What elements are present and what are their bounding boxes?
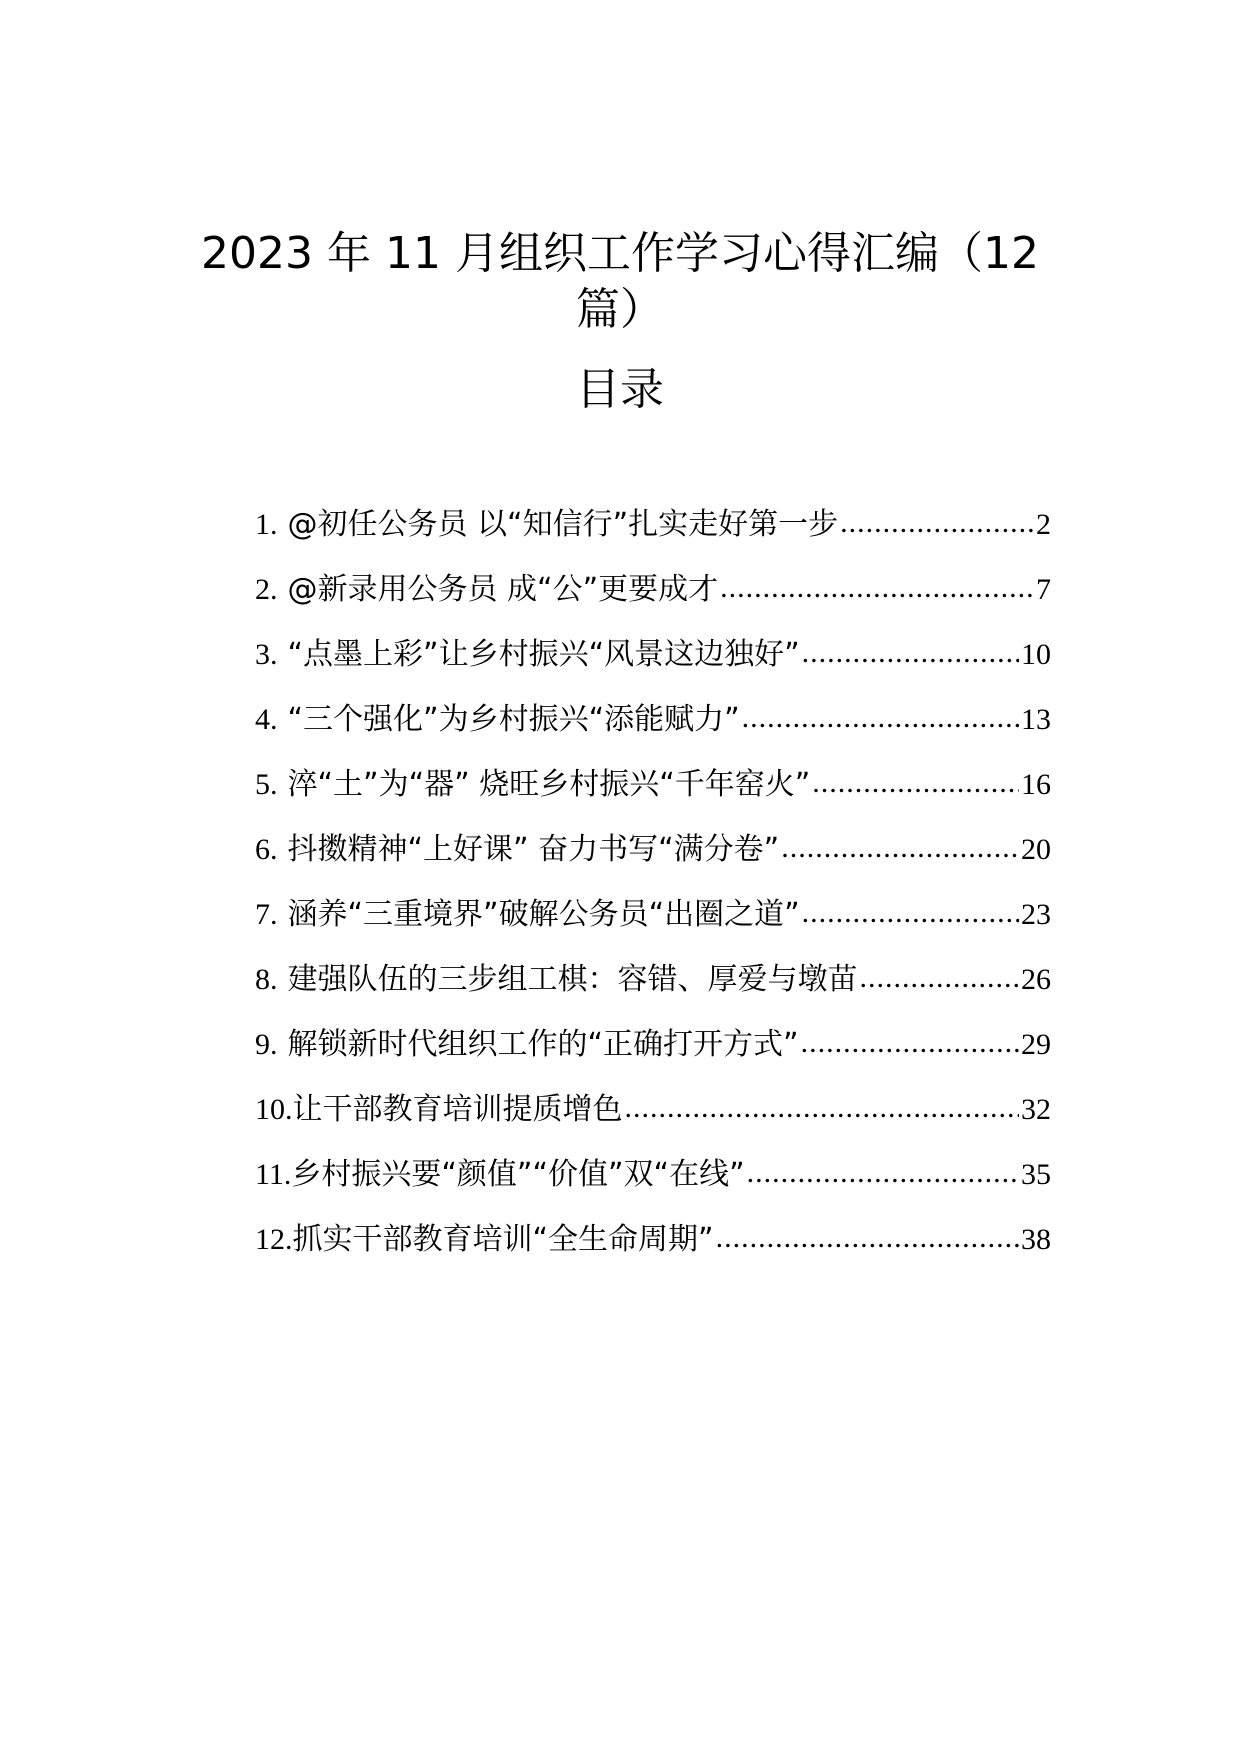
table-of-contents [255,492,1051,1272]
toc-entry-number: 12. [255,1222,293,1256]
toc-dot-leader [860,958,1020,998]
toc-entry-title: 乡村振兴要“颜值”“价值”双“在线” [291,1156,745,1192]
toc-entry-number: 1. [255,507,278,541]
toc-entry-page: 2 [1036,507,1051,541]
document-title-line-1: 2023 年 11 月组织工作学习心得汇编（12 [201,228,1039,279]
toc-entry[interactable] [255,1207,1051,1272]
toc-entry-number: 5. [255,767,278,801]
toc-entry-number: 4. [255,702,278,736]
toc-entry[interactable] [255,622,1051,687]
toc-entry-number: 11. [255,1157,292,1191]
toc-entry-title: 解锁新时代组织工作的“正确打开方式” [287,1026,799,1062]
toc-entry-page: 20 [1021,832,1051,866]
toc-dot-leader [747,1153,1019,1193]
toc-dot-leader [716,1218,1019,1258]
toc-entry-title: “三个强化”为乡村振兴“添能赋力” [287,701,740,737]
toc-entry-number: 7. [255,897,278,931]
toc-entry-title: “点墨上彩”让乡村振兴“风景这边独好” [287,636,800,672]
toc-entry-title: 涵养“三重境界”破解公务员“出圈之道” [287,896,800,932]
toc-entry-page: 23 [1021,897,1051,931]
toc-entry[interactable] [255,947,1051,1012]
toc-entry[interactable] [255,1142,1051,1207]
toc-entry[interactable] [255,687,1051,752]
toc-dot-leader [802,893,1019,933]
toc-dot-leader [802,633,1019,673]
toc-entry-title: 抓实干部教育培训“全生命周期” [292,1221,714,1257]
toc-entry-page: 38 [1021,1222,1051,1256]
toc-entry-page: 29 [1021,1027,1051,1061]
document-title-line-2: 篇） [576,284,664,335]
toc-entry-page: 16 [1021,767,1051,801]
toc-dot-leader [840,503,1034,543]
toc-entry-page: 32 [1021,1092,1051,1126]
toc-dot-leader [812,763,1019,803]
toc-entry-page: 13 [1021,702,1051,736]
toc-entry-page: 7 [1036,572,1051,606]
toc-dot-leader [801,1023,1019,1063]
toc-entry[interactable] [255,1077,1051,1142]
toc-entry-title: 淬“土”为“器” 烧旺乡村振兴“千年窑火” [287,766,811,802]
toc-entry-number: 6. [255,832,278,866]
toc-entry[interactable] [255,882,1051,947]
toc-entry-number: 10. [255,1092,293,1126]
toc-entry-title: 抖擞精神“上好课” 奋力书写“满分卷” [287,831,780,867]
toc-entry[interactable] [255,557,1051,622]
toc-entry-page: 35 [1021,1157,1051,1191]
toc-entry-page: 10 [1021,637,1051,671]
toc-entry[interactable] [255,817,1051,882]
toc-entry-number: 2. [255,572,278,606]
toc-entry-page: 26 [1021,962,1051,996]
toc-entry-title: 让干部教育培训提质增色 [292,1091,623,1127]
toc-heading: 目录 [576,364,664,415]
toc-entry-number: 9. [255,1027,278,1061]
toc-entry-title: @新录用公务员 成“公”更要成才 [287,571,719,607]
toc-entry-title: @初任公务员 以“知信行”扎实走好第一步 [287,506,839,542]
toc-entry[interactable] [255,752,1051,817]
toc-dot-leader [720,568,1034,608]
toc-entry[interactable] [255,492,1051,557]
toc-entry-title: 建强队伍的三步组工棋：容错、厚爱与墩苗 [287,961,858,997]
toc-dot-leader [781,828,1019,868]
toc-dot-leader [625,1088,1020,1128]
toc-entry[interactable] [255,1012,1051,1077]
toc-dot-leader [742,698,1019,738]
toc-entry-number: 3. [255,637,278,671]
toc-entry-number: 8. [255,962,278,996]
document-title [150,226,1090,338]
